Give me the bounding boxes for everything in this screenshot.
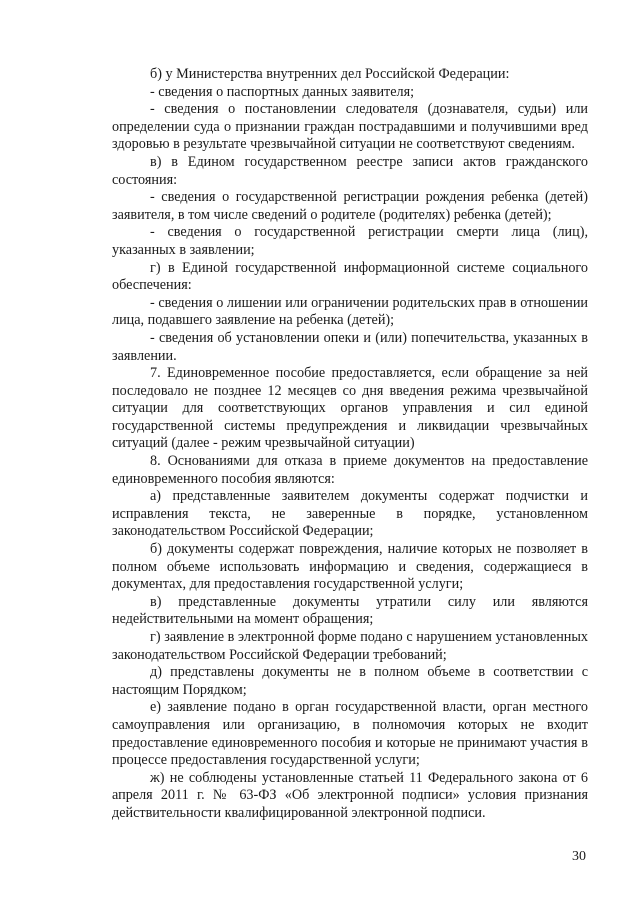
document-body: [112, 66, 588, 823]
paragraph-social-security-heading: г) в Единой государственной информационной системе социального обеспечения:: [112, 259, 588, 294]
paragraph-death-registration: - сведения о государственной регистрации смерти лица (лиц), указанных в заявлении;: [112, 224, 588, 258]
paragraph-passport-data: - сведения о паспортных данных заявителя;: [150, 83, 415, 100]
paragraph-investigator-decision: - сведения о постановлении следователя (дознавателя, судьи) или определении суда о признании граждан пострадавшими и получившими вред здоровью в результате чрезвычайной ситуации не соответствуют сведениям.: [112, 101, 588, 153]
paragraph-item-8: 8. Основаниями для отказа в приеме документов на предоставление единовременного пособия являются:: [112, 453, 588, 487]
paragraph-reason-d: д) представлены документы не в полном объеме в соответствии с настоящим Порядком;: [112, 664, 588, 698]
paragraph-guardianship: - сведения об установлении опеки и (или) попечительства, указанных в заявлении.: [112, 329, 588, 364]
paragraph-reason-v: в) представленные документы утратили силу или являются недействительными на момент обращения;: [112, 593, 588, 628]
paragraph-reason-e: е) заявление подано в орган государственной власти, орган местного самоуправления или организацию, в полномочия которых не входит предоставление единовременного пособия и которые не принимают участия в процессе предоставления государственной услуги;: [112, 699, 588, 769]
paragraph-birth-registration: - сведения о государственной регистрации рождения ребенка (детей) заявителя, в том числе сведений о родителе (родителях) ребенка (детей);: [112, 189, 588, 223]
paragraph-reason-a: а) представленные заявителем документы содержат подчистки и исправления текста, не заверенные в порядке, установленном законодательством Российской Федерации;: [112, 488, 588, 540]
page-number: 30: [572, 849, 586, 864]
paragraph-reason-b: б) документы содержат повреждения, наличие которых не позволяет в полном объеме использовать информацию и сведения, содержащиеся в документах, для предоставления государственной услуги;: [112, 541, 588, 593]
paragraph-parental-rights: - сведения о лишении или ограничении родительских прав в отношении лица, подавшего заявление на ребенка (детей);: [112, 294, 588, 329]
paragraph-item-7: 7. Единовременное пособие предоставляется, если обращение за ней последовало не позднее 12 месяцев со дня введения режима чрезвычайной ситуации для соответствующих органов управления и сил единой государственной системы предупреждения и ликвидации чрезвычайных ситуаций (далее - режим чрезвычайной ситуации): [112, 365, 588, 452]
paragraph-reason-zh: ж) не соблюдены установленные статьей 11 Федерального закона от 6 апреля 2011 г. № 63-ФЗ «Об электронной подписи» условия признания действительности квалифицированной электронной подписи.: [112, 769, 588, 821]
paragraph-civil-registry-heading: в) в Едином государственном реестре записи актов гражданского состояния:: [112, 153, 588, 188]
paragraph-reason-g: г) заявление в электронной форме подано с нарушением установленных законодательством Российской Федерации требований;: [112, 629, 588, 663]
paragraph-mvd-heading: б) у Министерства внутренних дел Российской Федерации:: [150, 66, 510, 82]
